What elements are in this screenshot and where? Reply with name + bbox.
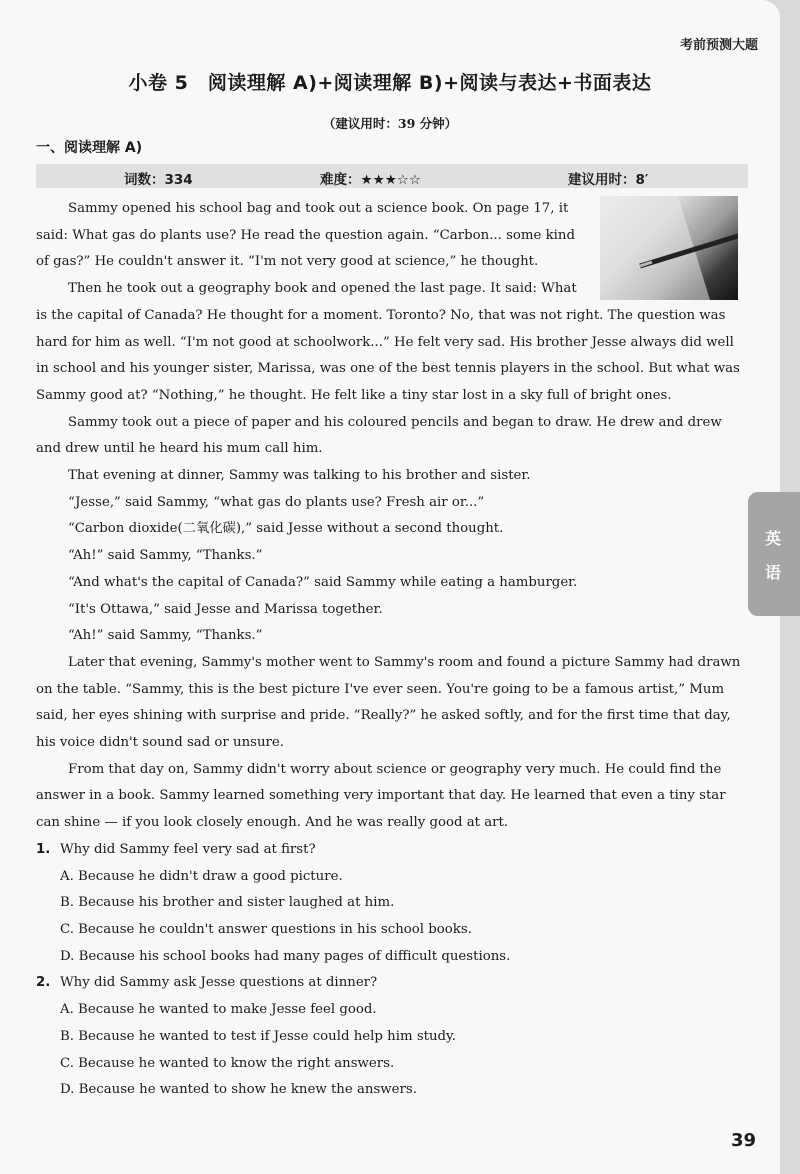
passage-paragraph: That evening at dinner, Sammy was talking to his brother and sister. (68, 468, 531, 484)
passage-paragraph: “Jesse,” said Sammy, “what gas do plants use? Fresh air or...” (68, 494, 485, 510)
answer-option: B. Because his brother and sister laughed at him. (60, 895, 395, 911)
answer-option: A. Because he wanted to make Jesse feel good. (60, 1002, 377, 1018)
suggested-time: 建议用时：8′ (568, 172, 649, 188)
answer-option: D. Because he wanted to show he knew the answers. (60, 1082, 417, 1098)
word-count: 词数：334 (124, 172, 193, 188)
subject-tab-char: 英 (764, 529, 781, 548)
passage-paragraph: “Carbon dioxide(二氧化碳),” said Jesse without a second thought. (68, 521, 504, 537)
passage-paragraph: Then he took out a geography book and opened the last page. It said: What is the capital of Canada? He thought for a moment. Toronto? No, that was not right. The question was hard for him as well. “I'm not good at schoolwork...” He felt very sad. His brother Jesse always did well in school and his younger sister, Marissa, was one of the best tennis players in the school. But what was Sammy good at? “Nothing,” he thought. He felt like a tiny star lost in a sky full of bright ones. (36, 281, 740, 403)
passage-paragraph: From that day on, Sammy didn't worry about science or geography very much. He could find the answer in a book. Sammy learned something very important that day. He learned that even a tiny star can shine — if you look closely enough. And he was really good at art. (36, 761, 726, 831)
question-1 (36, 837, 742, 864)
corner-label: 考前预测大题 (679, 38, 758, 53)
section-heading: 一、阅读理解 A) (36, 140, 143, 156)
reading-passage (36, 196, 742, 1104)
question-text: Why did Sammy ask Jesse questions at dinner? (60, 975, 378, 991)
difficulty-rating: 难度：★★★☆☆ (320, 172, 422, 188)
question-2 (36, 970, 742, 997)
page-number: 39 (730, 1130, 756, 1151)
suggested-time-note: （建议用时：39 分钟） (322, 116, 458, 131)
question-number: 2. (36, 975, 51, 991)
question-text: Why did Sammy feel very sad at first? (60, 841, 316, 857)
passage-paragraph: “It's Ottawa,” said Jesse and Marissa together. (68, 601, 383, 617)
passage-paragraph: Sammy opened his school bag and took out a science book. On page 17, it said: What gas do plants use? He read the question again. “Carbon... some kind of gas?” He couldn't answer it. “I'm not very good at science,” he thought. (36, 201, 575, 270)
subject-tab (748, 492, 800, 616)
passage-paragraph: Later that evening, Sammy's mother went to Sammy's room and found a picture Sammy had drawn on the table. “Sammy, this is the best picture I've ever seen. You're going to be a famous artist,” Mum said, her eyes shining with surprise and pride. “Really?” he asked softly, and for the first time that day, his voice didn't sound sad or unsure. (36, 654, 741, 751)
answer-option: B. Because he wanted to test if Jesse could help him study. (60, 1028, 457, 1044)
question-number: 1. (36, 841, 51, 857)
answer-option: D. Because his school books had many pages of difficult questions. (60, 948, 511, 964)
subject-tab-char: 语 (764, 563, 781, 582)
answer-option: A. Because he didn't draw a good picture. (60, 868, 343, 884)
passage-info-bar (36, 164, 748, 188)
paper-title: 小卷 5 阅读理解 A)+阅读理解 B)+阅读与表达+书面表达 (128, 72, 652, 94)
answer-option: C. Because he wanted to know the right answers. (60, 1055, 395, 1071)
passage-paragraph: “Ah!” said Sammy, “Thanks.” (68, 628, 263, 644)
passage-paragraph: “Ah!” said Sammy, “Thanks.” (68, 548, 263, 564)
passage-paragraph: Sammy took out a piece of paper and his coloured pencils and began to draw. He drew and drew and drew until he heard his mum call him. (36, 414, 722, 457)
answer-option: C. Because he couldn't answer questions in his school books. (60, 921, 472, 937)
passage-paragraph: “And what's the capital of Canada?” said Sammy while eating a hamburger. (68, 574, 578, 590)
